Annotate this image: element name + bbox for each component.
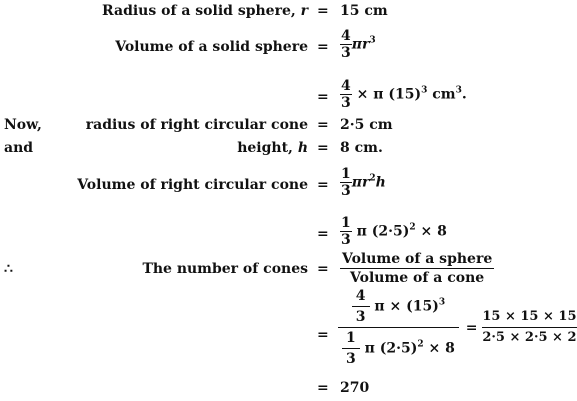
sphere-volume-label: Volume of a solid sphere (115, 39, 308, 55)
equals-sign: = (317, 261, 329, 277)
radius-value: 15 cm (340, 3, 388, 19)
fraction-four-thirds: $\frac{4}{3}$ (341, 78, 351, 111)
equals-sign: = (317, 140, 329, 156)
equals-sign: = (317, 177, 329, 193)
equals-sign: = (317, 380, 329, 396)
number-of-cones-label: The number of cones (142, 261, 308, 277)
cone-volume-substitution: $\frac{1}{3}$ π $(2\cdot 5)^2 \times 8$ (341, 215, 447, 248)
cone-radius-value: 2·5 cm (340, 117, 393, 133)
cone-volume-formula: $\frac{1}{3}$ $\pi r^2h$ (341, 166, 386, 199)
cone-radius-label: radius of right circular cone (85, 117, 308, 133)
fraction-four-thirds: $\frac{4}{3}$ (341, 28, 351, 61)
fraction-one-third: $\frac{1}{3}$ (341, 166, 351, 199)
cone-height-label: height, h (237, 140, 308, 156)
therefore-symbol: ∴ (4, 261, 13, 277)
complex-fraction-denominator: $\frac{1}{3}$ π $(2\cdot 5)^2 \times 8$ (338, 328, 459, 367)
equals-sign: = (317, 3, 329, 19)
complex-fraction (338, 288, 459, 367)
equals-sign: = (317, 226, 329, 242)
equals-sign: = (317, 117, 329, 133)
volume-ratio (340, 250, 494, 287)
complex-fraction-numerator: $\frac{4}{3}$ $\pi \times (15)^3$ (338, 288, 459, 328)
complex-fraction-expression (338, 288, 577, 367)
volume-ratio-fraction: $\frac{\text{Volume of a sphere}}{\text{Volume of a cone}}$ (342, 251, 493, 286)
sphere-volume-formula: $\frac{4}{3}$ $\pi r^3$ (341, 28, 376, 61)
radius-label: Radius of a solid sphere, r (102, 3, 308, 19)
and-label: and (4, 140, 34, 156)
equals-sign: = (317, 89, 329, 105)
fraction-four-thirds: $\frac{4}{3}$ (352, 288, 370, 325)
sphere-volume-substitution: $\frac{4}{3}$ × π $(15)^3$ $cm^3$. (341, 78, 467, 111)
equals-sign: = (317, 327, 329, 343)
result-value: 270 (340, 380, 370, 396)
now-label: Now, (4, 117, 42, 133)
product-fraction: $\frac{15 \times 15 \times 15}{2\cdot 5 \times 2\cdot 5 \times 2}$ (482, 309, 577, 345)
fraction-one-third: $\frac{1}{3}$ (341, 215, 351, 248)
cone-height-value: 8 cm. (340, 140, 383, 156)
fraction-one-third: $\frac{1}{3}$ (342, 330, 360, 367)
cone-volume-label: Volume of right circular cone (77, 177, 308, 193)
equals-sign: = (317, 39, 329, 55)
equals-sign: = (465, 319, 478, 336)
